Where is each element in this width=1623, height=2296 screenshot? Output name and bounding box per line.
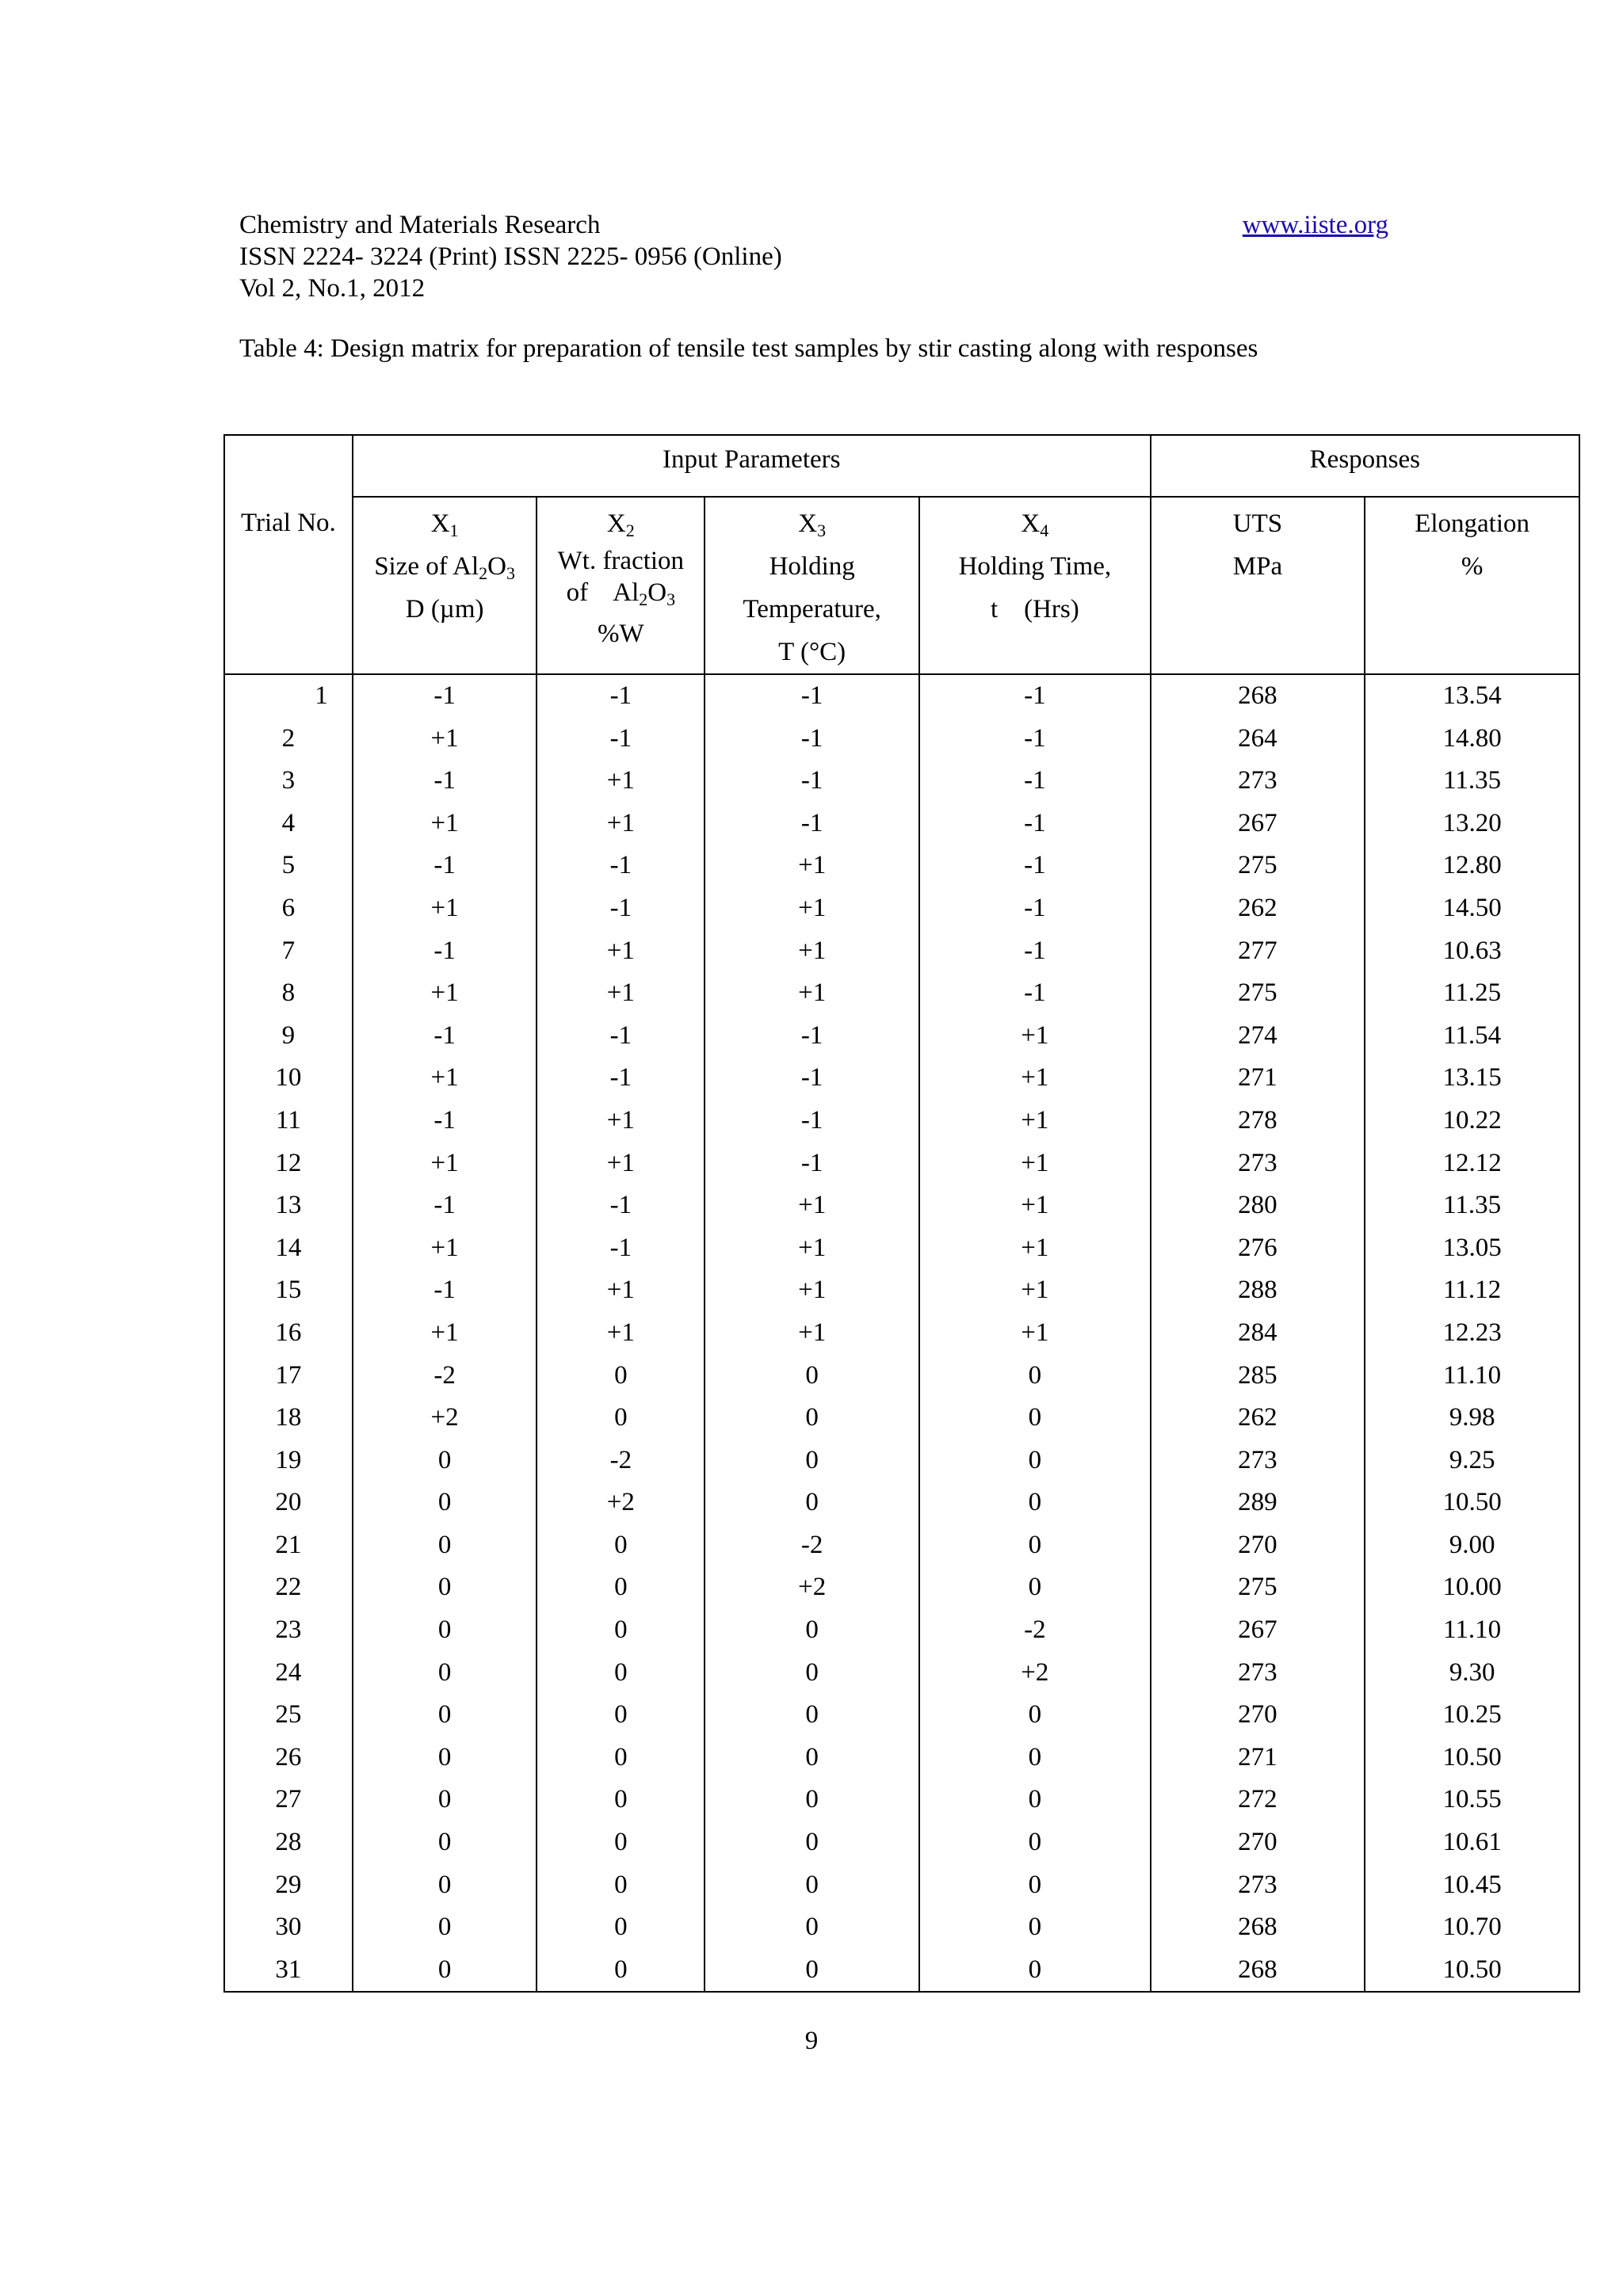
x1-cell: -1 bbox=[353, 1269, 537, 1312]
x2-cell: -1 bbox=[537, 674, 705, 718]
x2-cell: 0 bbox=[537, 1566, 705, 1609]
x2-cell: +1 bbox=[537, 803, 705, 845]
elongation-cell: 9.00 bbox=[1365, 1524, 1579, 1567]
trial-no-cell: 6 bbox=[224, 887, 353, 930]
x3-cell: 0 bbox=[705, 1609, 919, 1652]
header-row bbox=[239, 209, 1388, 241]
x2-cell: -1 bbox=[537, 718, 705, 761]
issn-line: ISSN 2224- 3224 (Print) ISSN 2225- 0956 (Online) bbox=[239, 242, 782, 271]
uts-cell: 273 bbox=[1151, 760, 1365, 803]
elongation-cell: 10.63 bbox=[1365, 930, 1579, 973]
x2-cell: 0 bbox=[537, 1609, 705, 1652]
table-row bbox=[224, 1269, 1579, 1312]
table-row bbox=[224, 887, 1579, 930]
trial-no-cell: 8 bbox=[224, 972, 353, 1015]
table-row bbox=[224, 1694, 1579, 1737]
trial-no-cell: 16 bbox=[224, 1312, 353, 1355]
x2-header bbox=[537, 497, 705, 674]
table-row bbox=[224, 1821, 1579, 1864]
design-matrix-table bbox=[223, 434, 1580, 1993]
x1-cell: +1 bbox=[353, 803, 537, 845]
table-row bbox=[224, 1227, 1579, 1270]
x2-cell: -1 bbox=[537, 887, 705, 930]
x2-symbol: $X_2$ bbox=[606, 509, 635, 540]
x2-cell: +2 bbox=[537, 1482, 705, 1524]
uts-cell: 268 bbox=[1151, 1949, 1365, 1993]
elongation-cell: 13.15 bbox=[1365, 1057, 1579, 1100]
x4-cell: 0 bbox=[919, 1566, 1151, 1609]
table-row bbox=[224, 1482, 1579, 1524]
x4-cell: 0 bbox=[919, 1482, 1151, 1524]
elongation-cell: 13.05 bbox=[1365, 1227, 1579, 1270]
x2-cell: 0 bbox=[537, 1949, 705, 1993]
x1-cell: -1 bbox=[353, 1015, 537, 1058]
volume-line: Vol 2, No.1, 2012 bbox=[239, 274, 426, 303]
trial-no-cell: 19 bbox=[224, 1440, 353, 1482]
x3-symbol: $X_3$ bbox=[798, 509, 827, 540]
elongation-cell: 10.45 bbox=[1365, 1864, 1579, 1907]
trial-no-label: Trial No. bbox=[240, 509, 336, 537]
x3-cell: +1 bbox=[705, 1184, 919, 1227]
table-row bbox=[224, 1142, 1579, 1185]
elongation-cell: 11.10 bbox=[1365, 1609, 1579, 1652]
x3-cell: -1 bbox=[705, 1057, 919, 1100]
x2-cell: 0 bbox=[537, 1864, 705, 1907]
x4-cell: -1 bbox=[919, 674, 1151, 718]
x2-cell: +1 bbox=[537, 930, 705, 973]
x1-cell: 0 bbox=[353, 1737, 537, 1779]
elongation-cell: 11.54 bbox=[1365, 1015, 1579, 1058]
x1-cell: 0 bbox=[353, 1652, 537, 1695]
trial-header-cell bbox=[224, 435, 353, 497]
x1-cell: -2 bbox=[353, 1355, 537, 1398]
x4-cell: -1 bbox=[919, 718, 1151, 761]
x3-header bbox=[705, 497, 919, 674]
table-row bbox=[224, 1312, 1579, 1355]
uts-unit: MPa bbox=[1232, 552, 1283, 581]
uts-cell: 273 bbox=[1151, 1652, 1365, 1695]
elongation-cell: 11.12 bbox=[1365, 1269, 1579, 1312]
x3-label-2: Temperature, bbox=[743, 595, 881, 624]
x2-cell: -1 bbox=[537, 845, 705, 887]
x2-cell: +1 bbox=[537, 972, 705, 1015]
x3-cell: 0 bbox=[705, 1694, 919, 1737]
x1-cell: 0 bbox=[353, 1694, 537, 1737]
x4-label: Holding Time, bbox=[958, 552, 1112, 581]
x4-cell: 0 bbox=[919, 1694, 1151, 1737]
uts-cell: 271 bbox=[1151, 1737, 1365, 1779]
x3-cell: -2 bbox=[705, 1524, 919, 1567]
trial-no-cell: 20 bbox=[224, 1482, 353, 1524]
x1-cell: +1 bbox=[353, 1312, 537, 1355]
x3-cell: +2 bbox=[705, 1566, 919, 1609]
elongation-cell: 14.50 bbox=[1365, 887, 1579, 930]
trial-no-cell: 4 bbox=[224, 803, 353, 845]
trial-no-cell: 15 bbox=[224, 1269, 353, 1312]
table-row bbox=[224, 1906, 1579, 1949]
elongation-cell: 11.25 bbox=[1365, 972, 1579, 1015]
uts-cell: 285 bbox=[1151, 1355, 1365, 1398]
x1-cell: 0 bbox=[353, 1566, 537, 1609]
x3-cell: +1 bbox=[705, 972, 919, 1015]
x4-cell: -1 bbox=[919, 845, 1151, 887]
x3-cell: -1 bbox=[705, 718, 919, 761]
x2-cell: -1 bbox=[537, 1015, 705, 1058]
x1-symbol: $X_1$ bbox=[430, 509, 459, 540]
x3-cell: 0 bbox=[705, 1821, 919, 1864]
x3-cell: -1 bbox=[705, 760, 919, 803]
x4-cell: +1 bbox=[919, 1015, 1151, 1058]
x3-cell: 0 bbox=[705, 1482, 919, 1524]
x1-cell: +1 bbox=[353, 1057, 537, 1100]
uts-cell: 273 bbox=[1151, 1142, 1365, 1185]
x4-cell: +2 bbox=[919, 1652, 1151, 1695]
elongation-cell: 10.50 bbox=[1365, 1949, 1579, 1993]
x2-cell: -1 bbox=[537, 1184, 705, 1227]
x1-cell: +1 bbox=[353, 1227, 537, 1270]
x4-cell: 0 bbox=[919, 1906, 1151, 1949]
trial-no-cell: 11 bbox=[224, 1100, 353, 1142]
uts-cell: 289 bbox=[1151, 1482, 1365, 1524]
elongation-header bbox=[1365, 497, 1579, 674]
trial-no-cell: 9 bbox=[224, 1015, 353, 1058]
uts-cell: 264 bbox=[1151, 718, 1365, 761]
table-row bbox=[224, 760, 1579, 803]
uts-header bbox=[1151, 497, 1365, 674]
elongation-cell: 10.70 bbox=[1365, 1906, 1579, 1949]
x2-cell: +1 bbox=[537, 1312, 705, 1355]
x2-label: Wt. fraction bbox=[557, 547, 685, 575]
x1-cell: +1 bbox=[353, 718, 537, 761]
trial-no-cell: 24 bbox=[224, 1652, 353, 1695]
table-row bbox=[224, 1737, 1579, 1779]
elongation-cell: 10.50 bbox=[1365, 1737, 1579, 1779]
uts-cell: 275 bbox=[1151, 1566, 1365, 1609]
trial-no-cell: 3 bbox=[224, 760, 353, 803]
x4-cell: 0 bbox=[919, 1821, 1151, 1864]
x1-cell: 0 bbox=[353, 1949, 537, 1993]
elongation-cell: 13.20 bbox=[1365, 803, 1579, 845]
x4-cell: -1 bbox=[919, 972, 1151, 1015]
uts-cell: 270 bbox=[1151, 1821, 1365, 1864]
x4-cell: +1 bbox=[919, 1227, 1151, 1270]
x4-cell: +1 bbox=[919, 1312, 1151, 1355]
x2-cell: 0 bbox=[537, 1779, 705, 1821]
page-header bbox=[239, 209, 1388, 304]
uts-cell: 270 bbox=[1151, 1524, 1365, 1567]
x2-cell: 0 bbox=[537, 1355, 705, 1398]
x3-cell: 0 bbox=[705, 1440, 919, 1482]
elongation-label: Elongation bbox=[1415, 509, 1529, 538]
x2-cell: 0 bbox=[537, 1652, 705, 1695]
x2-cell: 0 bbox=[537, 1821, 705, 1864]
x3-cell: 0 bbox=[705, 1737, 919, 1779]
table-row bbox=[224, 1440, 1579, 1482]
x4-cell: 0 bbox=[919, 1949, 1151, 1993]
x1-cell: -1 bbox=[353, 760, 537, 803]
table-row bbox=[224, 1779, 1579, 1821]
x2-cell: +1 bbox=[537, 760, 705, 803]
x4-cell: 0 bbox=[919, 1355, 1151, 1398]
x4-cell: 0 bbox=[919, 1440, 1151, 1482]
x2-cell: 0 bbox=[537, 1906, 705, 1949]
page-number: 9 bbox=[804, 2027, 819, 2055]
trial-no-cell: 28 bbox=[224, 1821, 353, 1864]
x3-cell: +1 bbox=[705, 1269, 919, 1312]
x1-cell: 0 bbox=[353, 1821, 537, 1864]
x1-cell: -1 bbox=[353, 1100, 537, 1142]
uts-cell: 275 bbox=[1151, 972, 1365, 1015]
x1-cell: 0 bbox=[353, 1864, 537, 1907]
table-row bbox=[224, 803, 1579, 845]
x3-cell: 0 bbox=[705, 1779, 919, 1821]
elongation-cell: 11.35 bbox=[1365, 1184, 1579, 1227]
input-parameters-header: Input Parameters bbox=[353, 435, 1151, 497]
x3-cell: -1 bbox=[705, 1100, 919, 1142]
uts-label: UTS bbox=[1232, 509, 1283, 538]
x1-cell: +2 bbox=[353, 1397, 537, 1440]
x3-cell: -1 bbox=[705, 1142, 919, 1185]
x3-cell: +1 bbox=[705, 887, 919, 930]
x4-cell: -1 bbox=[919, 803, 1151, 845]
uts-cell: 280 bbox=[1151, 1184, 1365, 1227]
uts-cell: 267 bbox=[1151, 803, 1365, 845]
elongation-cell: 12.23 bbox=[1365, 1312, 1579, 1355]
table-row bbox=[224, 718, 1579, 761]
journal-title: Chemistry and Materials Research bbox=[239, 211, 601, 239]
x3-cell: 0 bbox=[705, 1864, 919, 1907]
x3-unit: T (°C) bbox=[778, 638, 846, 666]
elongation-cell: 14.80 bbox=[1365, 718, 1579, 761]
table-row bbox=[224, 845, 1579, 887]
x3-cell: -1 bbox=[705, 803, 919, 845]
trial-no-cell: 29 bbox=[224, 1864, 353, 1907]
elongation-cell: 11.35 bbox=[1365, 760, 1579, 803]
trial-no-cell: 1 bbox=[224, 674, 353, 718]
elongation-cell: 9.25 bbox=[1365, 1440, 1579, 1482]
x3-cell: +1 bbox=[705, 845, 919, 887]
x3-cell: +1 bbox=[705, 930, 919, 973]
table-row bbox=[224, 972, 1579, 1015]
x1-cell: 0 bbox=[353, 1524, 537, 1567]
x2-label-2: of $Al_2O_3$ bbox=[566, 578, 676, 609]
uts-cell: 273 bbox=[1151, 1440, 1365, 1482]
trial-no-cell: 22 bbox=[224, 1566, 353, 1609]
table-row bbox=[224, 1949, 1579, 1993]
x1-cell: 0 bbox=[353, 1609, 537, 1652]
x1-cell: -1 bbox=[353, 1184, 537, 1227]
trial-no-cell: 23 bbox=[224, 1609, 353, 1652]
table-row bbox=[224, 1355, 1579, 1398]
uts-cell: 270 bbox=[1151, 1694, 1365, 1737]
x1-cell: 0 bbox=[353, 1906, 537, 1949]
table-row bbox=[224, 674, 1579, 718]
trial-no-cell: 27 bbox=[224, 1779, 353, 1821]
x2-cell: 0 bbox=[537, 1397, 705, 1440]
x3-label: Holding bbox=[769, 552, 855, 581]
trial-no-cell: 7 bbox=[224, 930, 353, 973]
x4-cell: -1 bbox=[919, 930, 1151, 973]
uts-cell: 288 bbox=[1151, 1269, 1365, 1312]
uts-cell: 267 bbox=[1151, 1609, 1365, 1652]
uts-cell: 271 bbox=[1151, 1057, 1365, 1100]
x1-unit: D (µm) bbox=[405, 595, 484, 624]
table-row bbox=[224, 1015, 1579, 1058]
trial-no-cell: 18 bbox=[224, 1397, 353, 1440]
table-row bbox=[224, 1566, 1579, 1609]
x4-cell: +1 bbox=[919, 1057, 1151, 1100]
trial-no-cell: 13 bbox=[224, 1184, 353, 1227]
x1-cell: +1 bbox=[353, 1142, 537, 1185]
x3-cell: 0 bbox=[705, 1355, 919, 1398]
x1-cell: +1 bbox=[353, 972, 537, 1015]
table-body bbox=[224, 674, 1579, 1992]
x1-cell: -1 bbox=[353, 930, 537, 973]
x2-cell: -1 bbox=[537, 1057, 705, 1100]
x3-cell: +1 bbox=[705, 1227, 919, 1270]
x2-cell: -2 bbox=[537, 1440, 705, 1482]
x1-cell: 0 bbox=[353, 1440, 537, 1482]
trial-no-cell: 2 bbox=[224, 718, 353, 761]
elongation-cell: 10.25 bbox=[1365, 1694, 1579, 1737]
table-row bbox=[224, 1184, 1579, 1227]
x4-cell: -1 bbox=[919, 760, 1151, 803]
x3-cell: -1 bbox=[705, 674, 919, 718]
elongation-cell: 9.30 bbox=[1365, 1652, 1579, 1695]
x1-header bbox=[353, 497, 537, 674]
table-row bbox=[224, 1524, 1579, 1567]
x3-cell: 0 bbox=[705, 1906, 919, 1949]
x4-unit: t (Hrs) bbox=[990, 595, 1079, 624]
uts-cell: 275 bbox=[1151, 845, 1365, 887]
trial-no-cell: 17 bbox=[224, 1355, 353, 1398]
x4-cell: -2 bbox=[919, 1609, 1151, 1652]
trial-no-cell: 10 bbox=[224, 1057, 353, 1100]
table-row bbox=[224, 930, 1579, 973]
trial-no-cell: 12 bbox=[224, 1142, 353, 1185]
uts-cell: 276 bbox=[1151, 1227, 1365, 1270]
uts-cell: 284 bbox=[1151, 1312, 1365, 1355]
x4-cell: 0 bbox=[919, 1737, 1151, 1779]
x4-cell: -1 bbox=[919, 887, 1151, 930]
x4-cell: +1 bbox=[919, 1269, 1151, 1312]
elongation-cell: 10.50 bbox=[1365, 1482, 1579, 1524]
trial-no-cell: 5 bbox=[224, 845, 353, 887]
trial-no-cell: 25 bbox=[224, 1694, 353, 1737]
x1-cell: -1 bbox=[353, 845, 537, 887]
trial-no-cell: 26 bbox=[224, 1737, 353, 1779]
uts-cell: 262 bbox=[1151, 1397, 1365, 1440]
x3-cell: +1 bbox=[705, 1312, 919, 1355]
x3-cell: 0 bbox=[705, 1397, 919, 1440]
x4-symbol: $X_4$ bbox=[1021, 509, 1049, 540]
elongation-cell: 12.80 bbox=[1365, 845, 1579, 887]
x4-cell: +1 bbox=[919, 1100, 1151, 1142]
uts-cell: 262 bbox=[1151, 887, 1365, 930]
x1-label: Size of $Al_2O_3$ bbox=[374, 552, 516, 583]
elongation-cell: 10.61 bbox=[1365, 1821, 1579, 1864]
uts-cell: 272 bbox=[1151, 1779, 1365, 1821]
uts-cell: 273 bbox=[1151, 1864, 1365, 1907]
x4-header bbox=[919, 497, 1151, 674]
x4-cell: 0 bbox=[919, 1779, 1151, 1821]
x2-cell: 0 bbox=[537, 1694, 705, 1737]
trial-no-header bbox=[224, 497, 353, 674]
journal-url-link[interactable]: www.iiste.org bbox=[1242, 211, 1388, 239]
trial-no-cell: 14 bbox=[224, 1227, 353, 1270]
elongation-cell: 13.54 bbox=[1365, 674, 1579, 718]
x4-cell: +1 bbox=[919, 1184, 1151, 1227]
trial-no-cell: 31 bbox=[224, 1949, 353, 1993]
x4-cell: 0 bbox=[919, 1524, 1151, 1567]
x4-cell: +1 bbox=[919, 1142, 1151, 1185]
table-row bbox=[224, 1397, 1579, 1440]
table-row bbox=[224, 1057, 1579, 1100]
trial-no-cell: 21 bbox=[224, 1524, 353, 1567]
uts-cell: 278 bbox=[1151, 1100, 1365, 1142]
elongation-cell: 12.12 bbox=[1365, 1142, 1579, 1185]
x1-cell: 0 bbox=[353, 1779, 537, 1821]
x4-cell: 0 bbox=[919, 1397, 1151, 1440]
x2-cell: +1 bbox=[537, 1100, 705, 1142]
x2-cell: +1 bbox=[537, 1269, 705, 1312]
x2-cell: 0 bbox=[537, 1737, 705, 1779]
x2-cell: -1 bbox=[537, 1227, 705, 1270]
table-caption: Table 4: Design matrix for preparation of tensile test samples by stir casting along with responses bbox=[239, 334, 1258, 363]
elongation-unit: % bbox=[1461, 552, 1484, 581]
elongation-cell: 9.98 bbox=[1365, 1397, 1579, 1440]
x1-cell: -1 bbox=[353, 674, 537, 718]
x2-cell: +1 bbox=[537, 1142, 705, 1185]
x2-cell: 0 bbox=[537, 1524, 705, 1567]
x3-cell: 0 bbox=[705, 1949, 919, 1993]
uts-cell: 274 bbox=[1151, 1015, 1365, 1058]
table-row bbox=[224, 1609, 1579, 1652]
x1-cell: 0 bbox=[353, 1482, 537, 1524]
x1-cell: +1 bbox=[353, 887, 537, 930]
x4-cell: 0 bbox=[919, 1864, 1151, 1907]
responses-header: Responses bbox=[1151, 435, 1579, 497]
elongation-cell: 10.55 bbox=[1365, 1779, 1579, 1821]
elongation-cell: 11.10 bbox=[1365, 1355, 1579, 1398]
x3-cell: 0 bbox=[705, 1652, 919, 1695]
elongation-cell: 10.22 bbox=[1365, 1100, 1579, 1142]
table-row bbox=[224, 1100, 1579, 1142]
uts-cell: 268 bbox=[1151, 674, 1365, 718]
table-row bbox=[224, 1652, 1579, 1695]
table-row bbox=[224, 1864, 1579, 1907]
uts-cell: 268 bbox=[1151, 1906, 1365, 1949]
x3-cell: -1 bbox=[705, 1015, 919, 1058]
x2-unit: %W bbox=[598, 620, 644, 648]
trial-no-cell: 30 bbox=[224, 1906, 353, 1949]
uts-cell: 277 bbox=[1151, 930, 1365, 973]
elongation-cell: 10.00 bbox=[1365, 1566, 1579, 1609]
